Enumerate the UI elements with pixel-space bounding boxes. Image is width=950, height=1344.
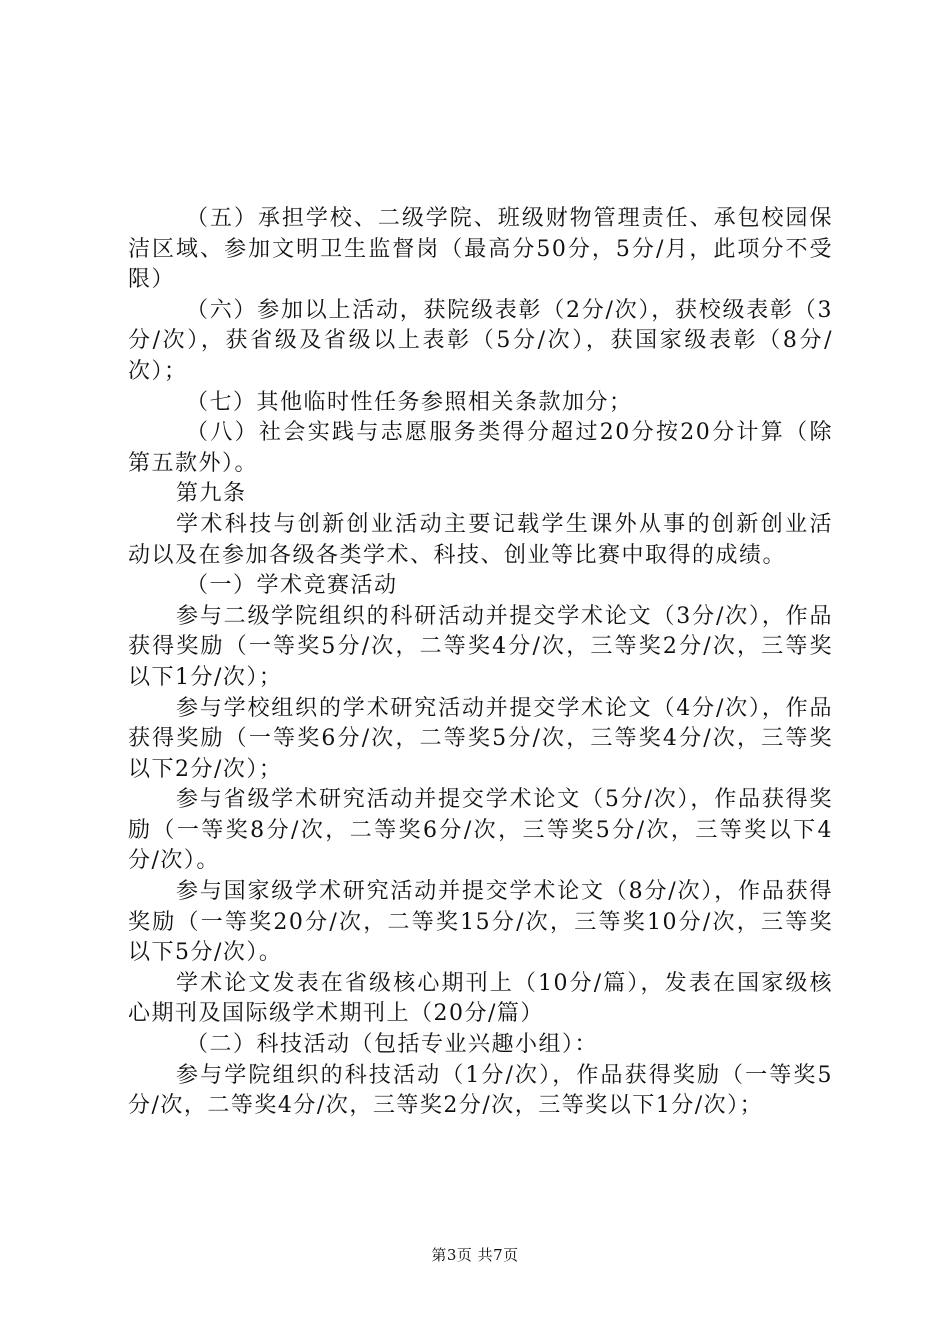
paragraph-item-5: （五）承担学校、二级学院、班级财物管理责任、承包校园保洁区域、参加文明卫生监督岗（最高分50分，5分/月，此项分不受限） [128,206,833,293]
page-number-footer: 第3页 共7页 [431,1246,519,1264]
paragraph-national-research: 参与国家级学术研究活动并提交学术论文（8分/次），作品获得奖励（一等奖20分/次，二等奖15分/次，三等奖10分/次，三等奖以下5分/次）。 [128,879,833,966]
article-description: 学术科技与创新创业活动主要记载学生课外从事的创新创业活动以及在参加各级各类学术、科技、创业等比赛中取得的成绩。 [128,511,833,568]
article-heading: 第九条 [176,481,247,507]
paragraph-item-8: （八）社会实践与志愿服务类得分超过20分按20分计算（除第五款外）。 [128,420,833,476]
paragraph-college-research: 参与二级学院组织的科研活动并提交学术论文（3分/次），作品获得奖励（一等奖5分/次，二等奖4分/次，三等奖2分/次，三等奖以下1分/次）； [128,603,833,690]
paragraph-college-technology: 参与学院组织的科技活动（1分/次），作品获得奖励（一等奖5分/次，二等奖4分/次，三等奖2分/次，三等奖以下1分/次）； [128,1062,833,1119]
section-heading-academic: （一）学术竞赛活动 [186,573,398,599]
paragraph-provincial-research: 参与省级学术研究活动并提交学术论文（5分/次），作品获得奖励（一等奖8分/次，二等奖6分/次，三等奖5分/次，三等奖以下4分/次）。 [128,787,833,874]
paragraph-school-research: 参与学校组织的学术研究活动并提交学术论文（4分/次），作品获得奖励（一等奖6分/次，二等奖5分/次，三等奖4分/次，三等奖以下2分/次）； [128,695,833,782]
paragraph-publication: 学术论文发表在省级核心期刊上（10分/篇），发表在国家级核心期刊及国际级学术期刊上（20分/篇） [128,970,833,1027]
paragraph-item-7: （七）其他临时性任务参照相关条款加分； [186,389,633,415]
paragraph-item-6: （六）参加以上活动，获院级表彰（2分/次），获校级表彰（3分/次），获省级及省级以上表彰（5分/次），获国家级表彰（8分/次）； [128,297,833,384]
document-body [128,204,833,1122]
section-heading-technology: （二）科技活动（包括专业兴趣小组）： [186,1032,599,1058]
